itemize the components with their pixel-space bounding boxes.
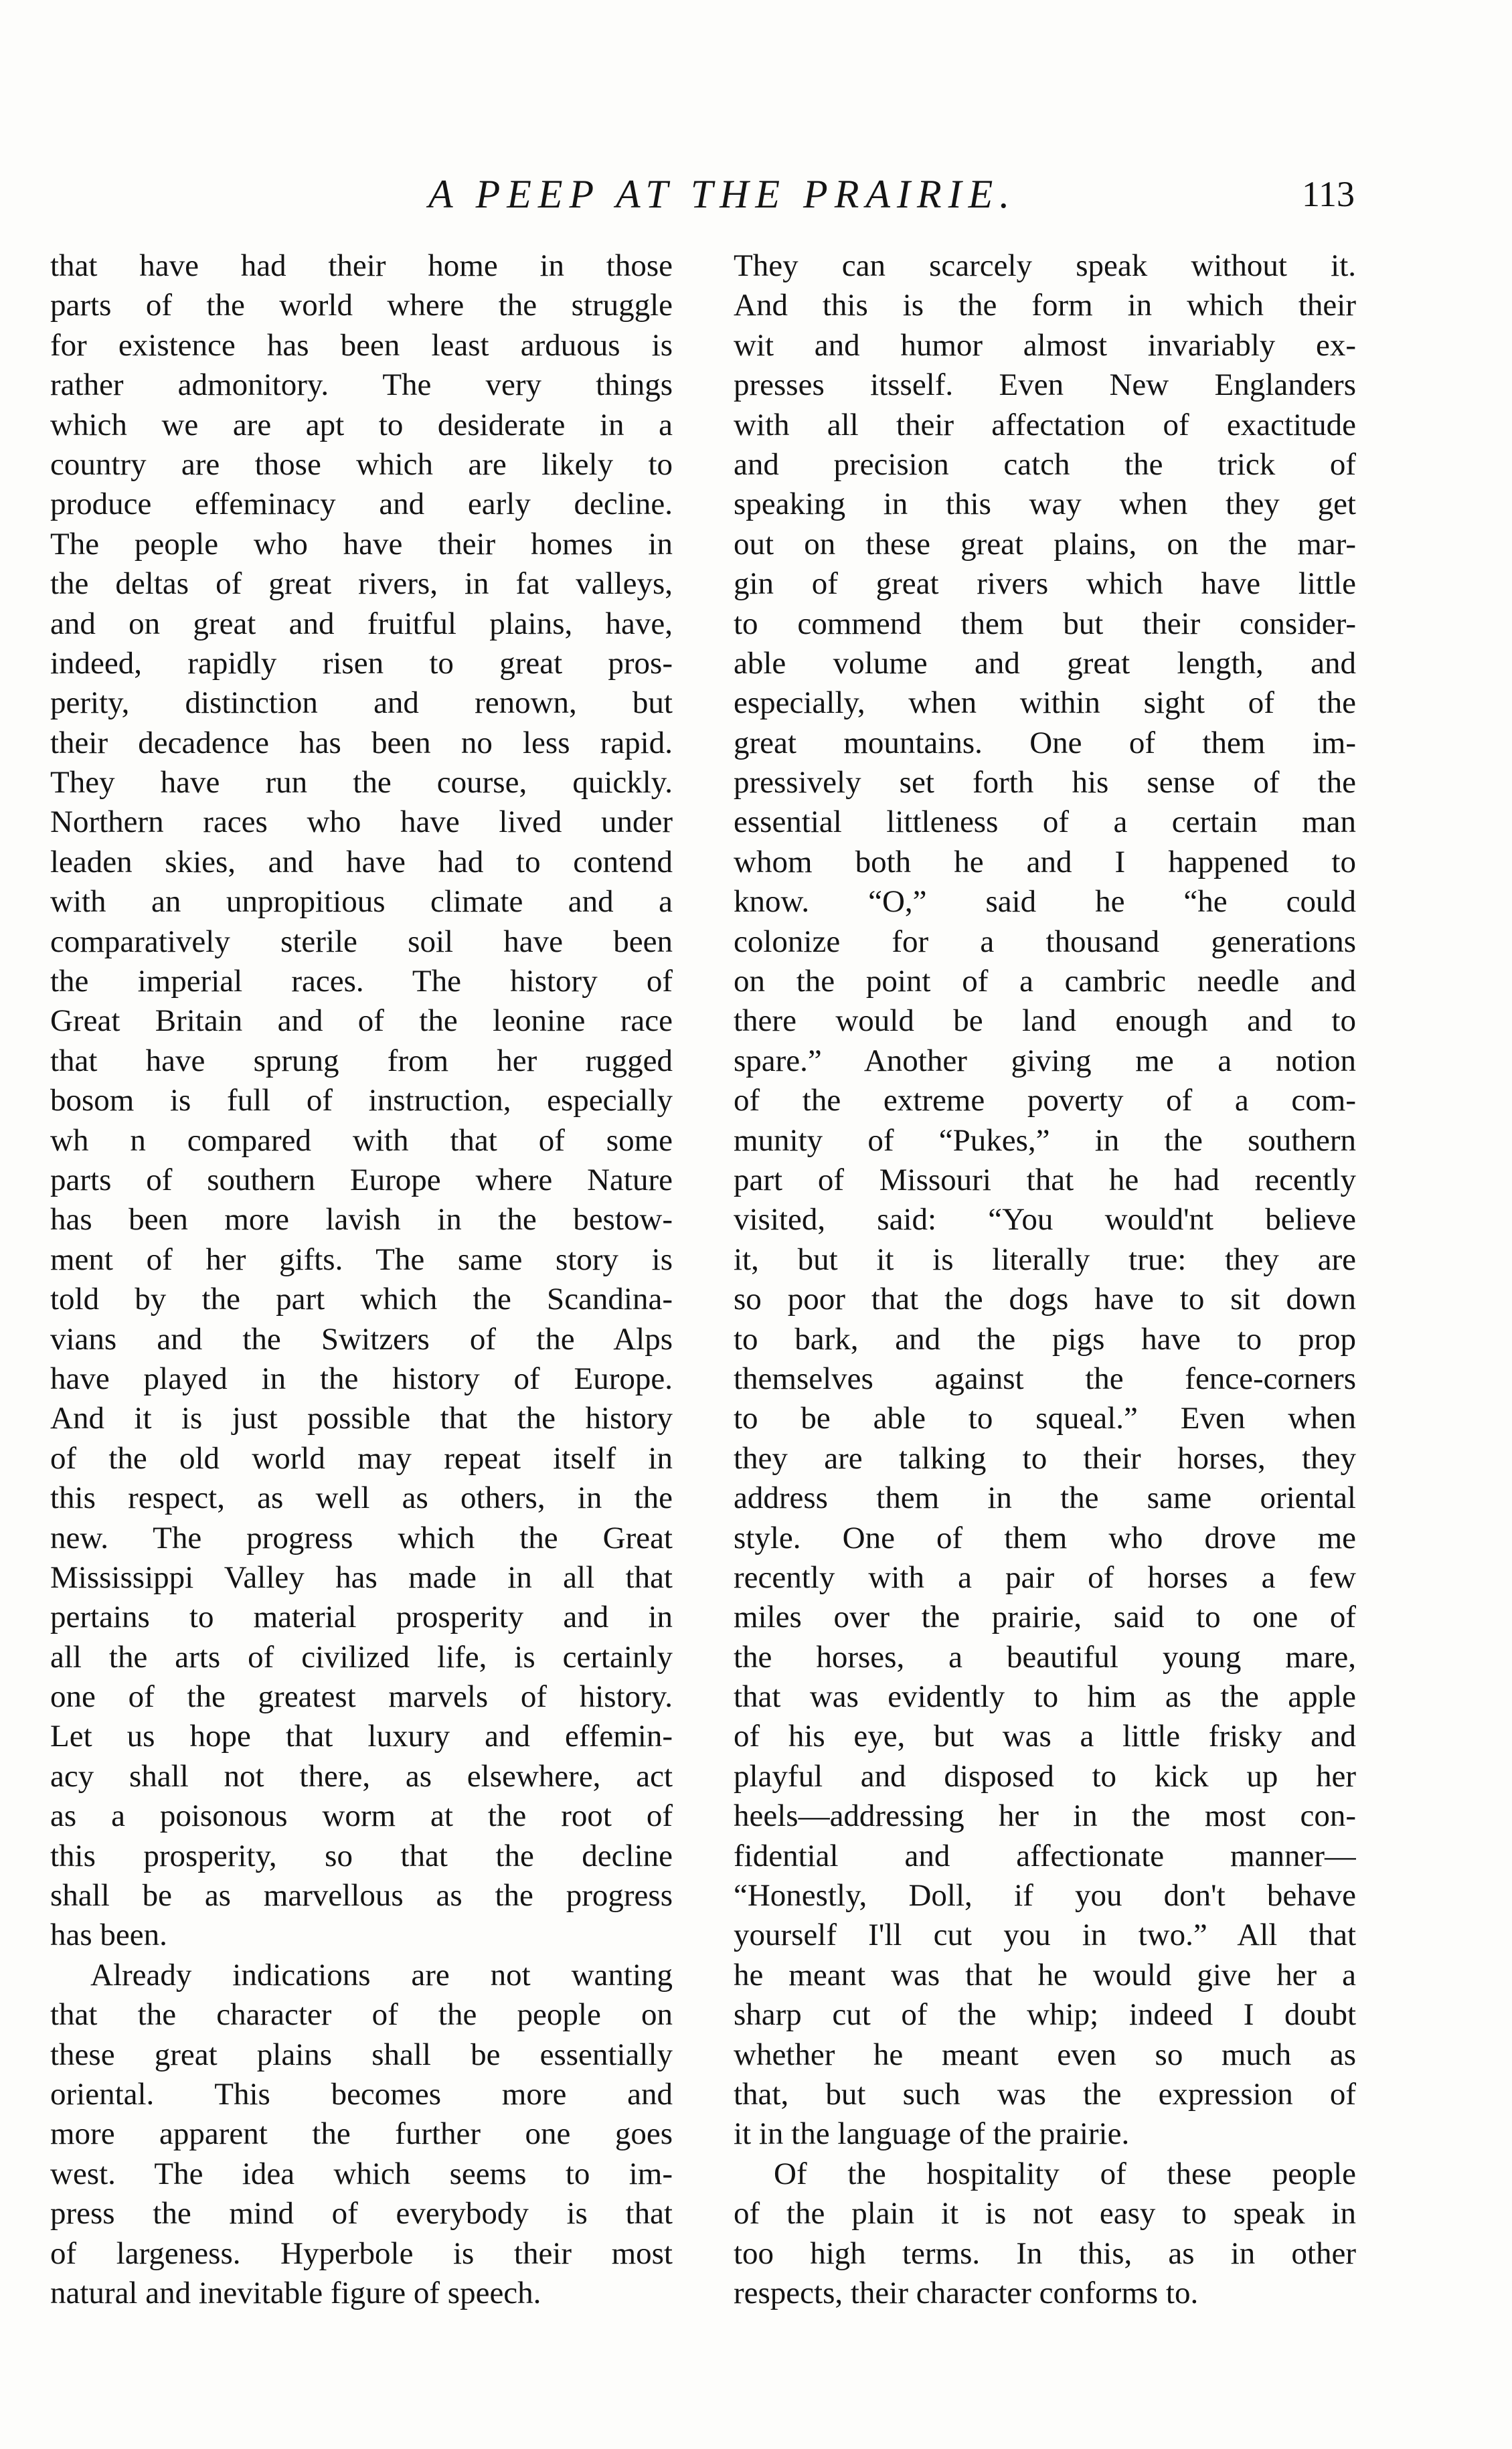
text-line: too high terms. In this, as in other [734, 2235, 1356, 2271]
text-line: Let us hope that luxury and effemin- [50, 1719, 673, 1754]
text-line: bosom is full of instruction, especially [50, 1083, 673, 1118]
text-line: themselves against the fence-corners [734, 1361, 1356, 1396]
text-line: munity of “Pukes,” in the southern [734, 1122, 1356, 1158]
text-line: which we are apt to desiderate in a [50, 407, 673, 442]
text-line: style. One of them who drove me [734, 1520, 1356, 1555]
text-line: presses itsself. Even New Englanders [734, 367, 1356, 403]
text-line: with all their affectation of exactitude [734, 407, 1356, 442]
text-line: the horses, a beautiful young mare, [734, 1639, 1356, 1675]
text-line: respects, their character conforms to. [734, 2275, 1199, 2310]
text-line: They can scarcely speak without it. [734, 248, 1356, 283]
text-line: gin of great rivers which have little [734, 566, 1356, 602]
text-line: for existence has been least arduous is [50, 327, 673, 363]
text-line: with an unpropitious climate and a [50, 884, 673, 920]
text-line: that was evidently to him as the apple [734, 1679, 1356, 1715]
text-line: shall be as marvellous as the progress [50, 1878, 673, 1914]
text-line: new. The progress which the Great [50, 1520, 673, 1555]
text-line: able volume and great length, and [734, 645, 1356, 681]
text-line: wit and humor almost invariably ex- [734, 327, 1356, 363]
text-line: to be able to squeal.” Even when [734, 1401, 1356, 1436]
left-column [50, 246, 673, 2313]
page-number: 113 [1302, 174, 1355, 214]
text-line: Mississippi Valley has made in all that [50, 1559, 673, 1595]
text-line: told by the part which the Scandina- [50, 1282, 673, 1317]
text-line: country are those which are likely to [50, 446, 673, 482]
text-line: parts of the world where the struggle [50, 288, 673, 323]
text-line: there would be land enough and to [734, 1003, 1356, 1039]
text-line: has been more lavish in the bestow- [50, 1202, 673, 1238]
text-line: address them in the same oriental [734, 1481, 1356, 1516]
text-line: more apparent the further one goes [50, 2116, 673, 2152]
text-line: part of Missouri that he had recently [734, 1162, 1356, 1197]
text-line: sharp cut of the whip; indeed I doubt [734, 1997, 1356, 2033]
text-line: speaking in this way when they get [734, 487, 1356, 522]
text-line: indeed, rapidly risen to great pros- [50, 645, 673, 681]
text-line: that have sprung from her rugged [50, 1043, 673, 1078]
text-line: They have run the course, quickly. [50, 765, 673, 800]
text-line: Of the hospitality of these people [774, 2156, 1356, 2191]
text-line: essential littleness of a certain man [734, 805, 1356, 840]
text-line: Great Britain and of the leonine race [50, 1003, 673, 1039]
text-line: And it is just possible that the history [50, 1401, 673, 1436]
text-line: “Honestly, Doll, if you don't behave [734, 1878, 1356, 1914]
text-line: ment of her gifts. The same story is [50, 1242, 673, 1277]
text-line: it in the language of the prairie. [734, 2116, 1130, 2152]
text-line: have played in the history of Europe. [50, 1361, 673, 1396]
text-line: these great plains shall be essentially [50, 2037, 673, 2072]
text-line: to bark, and the pigs have to prop [734, 1321, 1356, 1357]
text-line: spare.” Another giving me a notion [734, 1043, 1356, 1078]
text-line: colonize for a thousand generations [734, 924, 1356, 959]
text-line: Northern races who have lived under [50, 805, 673, 840]
text-line: heels—addressing her in the most con- [734, 1798, 1356, 1834]
text-line: leaden skies, and have had to contend [50, 844, 673, 879]
text-line: wh n compared with that of some [50, 1122, 673, 1158]
text-line: miles over the prairie, said to one of [734, 1600, 1356, 1635]
text-line: whether he meant even so much as [734, 2037, 1356, 2072]
running-title: A PEEP AT THE PRAIRIE. [428, 172, 1017, 216]
text-line: recently with a pair of horses a few [734, 1559, 1356, 1595]
text-line: they are talking to their horses, they [734, 1440, 1356, 1476]
text-line: parts of southern Europe where Nature [50, 1162, 673, 1197]
text-line: comparatively sterile soil have been [50, 924, 673, 959]
text-line: out on these great plains, on the mar- [734, 526, 1356, 562]
text-line: great mountains. One of them im- [734, 725, 1356, 760]
text-line: pertains to material prosperity and in [50, 1600, 673, 1635]
text-line: And this is the form in which their [734, 288, 1356, 323]
text-line: Already indications are not wanting [90, 1957, 673, 1993]
text-line: has been. [50, 1918, 167, 1953]
text-line: of the plain it is not easy to speak in [734, 2196, 1356, 2231]
text-line: one of the greatest marvels of history. [50, 1679, 673, 1715]
text-line: perity, distinction and renown, but [50, 685, 673, 721]
text-line: this respect, as well as others, in the [50, 1481, 673, 1516]
text-line: of largeness. Hyperbole is their most [50, 2235, 673, 2271]
text-line: on the point of a cambric needle and [734, 964, 1356, 999]
text-line: it, but it is literally true: they are [734, 1242, 1356, 1277]
text-line: as a poisonous worm at the root of [50, 1798, 673, 1834]
text-line: their decadence has been no less rapid. [50, 725, 673, 760]
text-line: the deltas of great rivers, in fat valleys, [50, 566, 673, 602]
text-line: pressively set forth his sense of the [734, 765, 1356, 800]
text-line: acy shall not there, as elsewhere, act [50, 1758, 673, 1794]
text-line: of the extreme poverty of a com- [734, 1083, 1356, 1118]
text-line: that, but such was the expression of [734, 2076, 1356, 2112]
text-line: the imperial races. The history of [50, 964, 673, 999]
text-line: visited, said: “You would'nt believe [734, 1202, 1356, 1238]
text-line: produce effeminacy and early decline. [50, 487, 673, 522]
text-line: vians and the Switzers of the Alps [50, 1321, 673, 1357]
text-line: of the old world may repeat itself in [50, 1440, 673, 1476]
text-line: and on great and fruitful plains, have, [50, 606, 673, 641]
text-line: know. “O,” said he “he could [734, 884, 1356, 920]
text-line: and precision catch the trick of [734, 446, 1356, 482]
text-line: west. The idea which seems to im- [50, 2156, 673, 2191]
text-line: that have had their home in those [50, 248, 673, 283]
text-line: he meant was that he would give her a [734, 1957, 1356, 1993]
text-line: fidential and affectionate manner— [734, 1838, 1356, 1873]
text-line: yourself I'll cut you in two.” All that [734, 1918, 1356, 1953]
right-column [734, 246, 1356, 2313]
text-line: The people who have their homes in [50, 526, 673, 562]
text-line: rather admonitory. The very things [50, 367, 673, 403]
text-line: that the character of the people on [50, 1997, 673, 2033]
running-header [0, 167, 1512, 221]
text-line: press the mind of everybody is that [50, 2196, 673, 2231]
text-line: natural and inevitable figure of speech. [50, 2275, 541, 2310]
text-line: whom both he and I happened to [734, 844, 1356, 879]
text-line: of his eye, but was a little frisky and [734, 1719, 1356, 1754]
text-line: oriental. This becomes more and [50, 2076, 673, 2112]
text-line: this prosperity, so that the decline [50, 1838, 673, 1873]
text-line: all the arts of civilized life, is certainly [50, 1639, 673, 1675]
text-line: to commend them but their consider- [734, 606, 1356, 641]
text-line: playful and disposed to kick up her [734, 1758, 1356, 1794]
text-line: especially, when within sight of the [734, 685, 1356, 721]
text-line: so poor that the dogs have to sit down [734, 1282, 1356, 1317]
